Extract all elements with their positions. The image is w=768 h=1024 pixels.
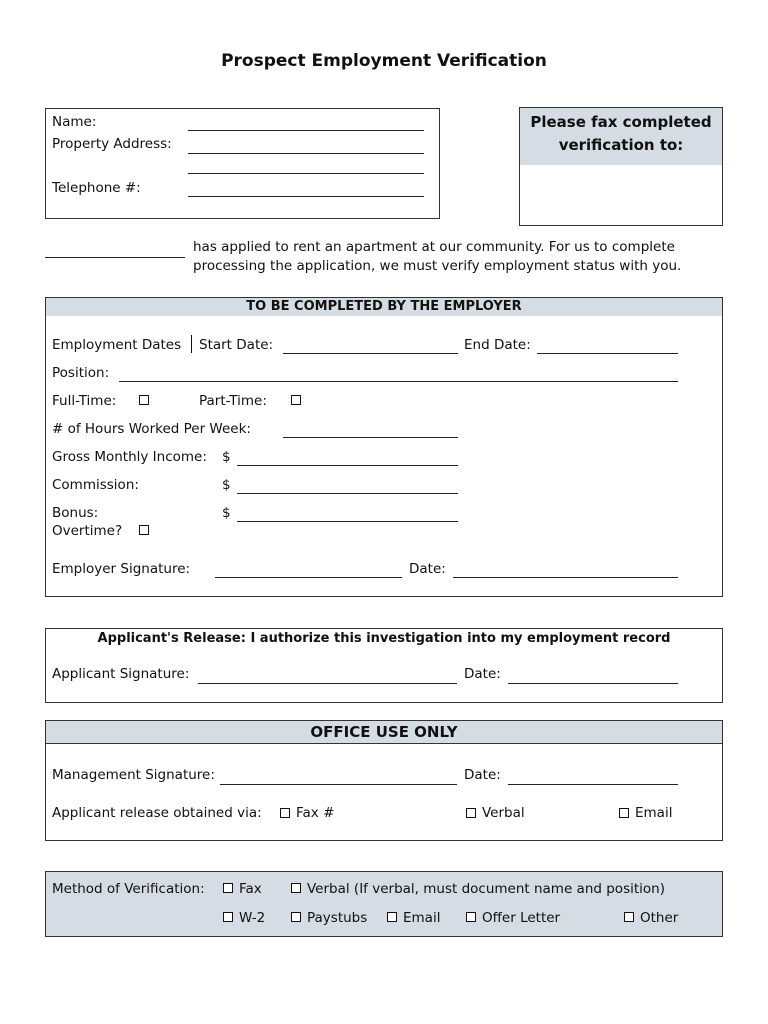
method-offer-letter-label: Offer Letter	[482, 910, 561, 926]
full-time-label: Full-Time:	[52, 393, 117, 409]
release-fax-checkbox[interactable]	[280, 808, 290, 818]
fax-box-header	[520, 108, 722, 165]
gross-income-underline	[237, 465, 458, 466]
property-address-underline	[188, 153, 424, 154]
applicant-date-label: Date:	[464, 666, 501, 682]
release-email-label: Email	[635, 805, 673, 821]
release-email-checkbox[interactable]	[619, 808, 629, 818]
name-underline	[188, 130, 424, 131]
employer-signature-field[interactable]	[215, 560, 402, 576]
gross-income-field[interactable]	[237, 448, 458, 464]
property-address-label: Property Address:	[52, 136, 172, 152]
end-date-label: End Date:	[464, 337, 531, 353]
applicant-signature-field[interactable]	[198, 665, 457, 681]
name-field[interactable]	[188, 114, 424, 130]
overtime-label: Overtime?	[52, 523, 123, 539]
contact-box	[45, 108, 440, 219]
management-signature-underline	[220, 784, 457, 785]
method-w2-label: W-2	[239, 910, 266, 926]
fax-number-field[interactable]	[526, 180, 716, 210]
commission-underline	[237, 493, 458, 494]
telephone-field[interactable]	[188, 179, 424, 195]
position-label: Position:	[52, 365, 110, 381]
applicant-date-field[interactable]	[508, 665, 678, 681]
management-signature-field[interactable]	[220, 766, 457, 782]
release-verbal-checkbox[interactable]	[466, 808, 476, 818]
employer-section-header	[46, 298, 722, 316]
end-date-underline	[537, 353, 678, 354]
employment-dates-label: Employment Dates	[52, 337, 182, 353]
method-verbal-checkbox[interactable]	[291, 883, 301, 893]
employer-date-label: Date:	[409, 561, 446, 577]
applicant-date-underline	[508, 683, 678, 684]
employer-section	[45, 297, 723, 597]
office-use-title: OFFICE USE ONLY	[310, 723, 458, 741]
telephone-label: Telephone #:	[52, 180, 141, 196]
hours-per-week-field[interactable]	[283, 420, 458, 436]
gross-income-currency: $	[222, 449, 231, 465]
start-date-field[interactable]	[283, 336, 458, 352]
method-other-checkbox[interactable]	[624, 912, 634, 922]
start-date-label: Start Date:	[199, 337, 274, 353]
management-date-underline	[508, 784, 678, 785]
hours-per-week-label: # of Hours Worked Per Week:	[52, 421, 251, 437]
office-use-header	[46, 721, 722, 744]
bonus-label: Bonus:	[52, 505, 99, 521]
method-paystubs-checkbox[interactable]	[291, 912, 301, 922]
management-date-field[interactable]	[508, 766, 678, 782]
intro-line-1: has applied to rent an apartment at our community. For us to complete	[193, 239, 675, 255]
method-email-checkbox[interactable]	[387, 912, 397, 922]
applicant-name-underline	[45, 257, 185, 258]
part-time-checkbox[interactable]	[291, 395, 301, 405]
overtime-checkbox[interactable]	[139, 525, 149, 535]
employer-date-underline	[453, 577, 678, 578]
intro-line-2: processing the application, we must verify employment status with you.	[193, 258, 682, 274]
applicant-signature-label: Applicant Signature:	[52, 666, 190, 682]
end-date-field[interactable]	[537, 336, 678, 352]
method-w2-checkbox[interactable]	[223, 912, 233, 922]
part-time-label: Part-Time:	[199, 393, 267, 409]
management-signature-label: Management Signature:	[52, 767, 215, 783]
verification-method-label: Method of Verification:	[52, 881, 205, 897]
employer-signature-underline	[215, 577, 402, 578]
method-offer-letter-checkbox[interactable]	[466, 912, 476, 922]
verification-method-section	[45, 871, 723, 937]
applicant-signature-underline	[198, 683, 457, 684]
management-date-label: Date:	[464, 767, 501, 783]
commission-currency: $	[222, 477, 231, 493]
fax-heading-line2: verification to:	[558, 136, 684, 154]
bonus-field[interactable]	[237, 504, 458, 520]
property-address-field[interactable]	[188, 136, 424, 152]
bonus-underline	[237, 521, 458, 522]
property-address-underline-2	[188, 173, 424, 174]
applicant-release-title: Applicant's Release: I authorize this investigation into my employment record	[97, 631, 671, 646]
release-fax-label: Fax #	[296, 805, 335, 821]
method-other-label: Other	[640, 910, 679, 926]
method-fax-label: Fax	[239, 881, 262, 897]
property-address-field-line2[interactable]	[188, 156, 424, 172]
page-title: Prospect Employment Verification	[221, 51, 547, 71]
gross-income-label: Gross Monthly Income:	[52, 449, 207, 465]
full-time-checkbox[interactable]	[139, 395, 149, 405]
method-verbal-label: Verbal (If verbal, must document name and position)	[307, 881, 665, 897]
position-field[interactable]	[119, 364, 678, 380]
applicant-release-section	[45, 628, 723, 703]
employer-signature-label: Employer Signature:	[52, 561, 191, 577]
position-underline	[119, 381, 678, 382]
telephone-underline	[188, 196, 424, 197]
office-use-section	[45, 720, 723, 841]
method-paystubs-label: Paystubs	[307, 910, 368, 926]
name-label: Name:	[52, 114, 97, 130]
fax-box	[519, 107, 723, 226]
commission-label: Commission:	[52, 477, 139, 493]
applicant-name-field[interactable]	[45, 240, 185, 256]
start-date-underline	[283, 353, 458, 354]
employer-section-title: TO BE COMPLETED BY THE EMPLOYER	[246, 299, 522, 314]
release-obtained-label: Applicant release obtained via:	[52, 805, 262, 821]
employment-dates-divider	[191, 335, 192, 353]
hours-per-week-underline	[283, 437, 458, 438]
release-verbal-label: Verbal	[482, 805, 525, 821]
method-fax-checkbox[interactable]	[223, 883, 233, 893]
fax-heading-line1: Please fax completed	[530, 113, 712, 131]
bonus-currency: $	[222, 505, 231, 521]
employer-date-field[interactable]	[453, 560, 678, 576]
commission-field[interactable]	[237, 476, 458, 492]
method-email-label: Email	[403, 910, 441, 926]
